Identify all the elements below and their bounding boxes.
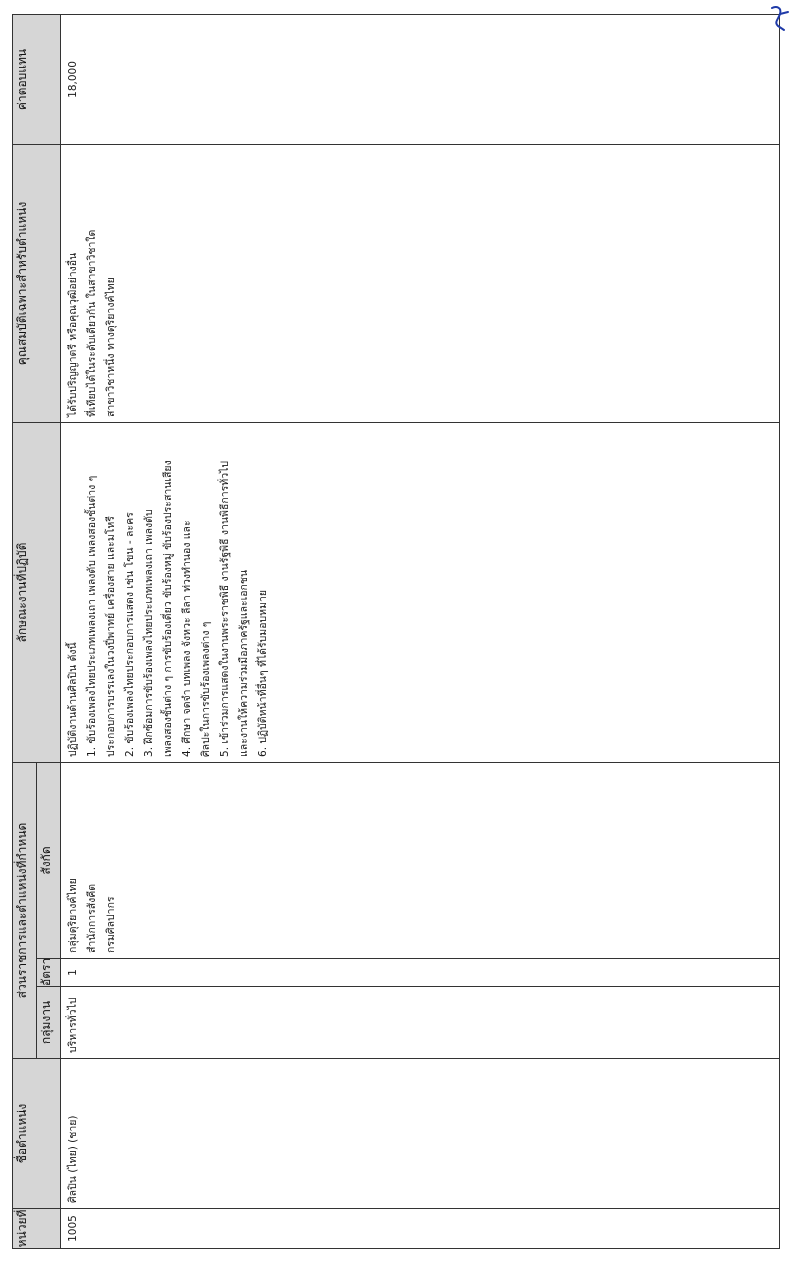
duty-line: 4. ศึกษา จดจำ บทเพลง จังหวะ ลีลา ท่วงทำนอง และ (181, 520, 193, 757)
qualification-line: ที่เทียบได้ในระดับเดียวกัน ในสาขาวิชาใด (86, 229, 98, 417)
header-compensation: ค่าตอบแทน (13, 14, 61, 144)
duty-line: 1. ขับร้องเพลงไทยประเภทเพลงเถา เพลงตับ เพลงสองชั้นต่าง ๆ (86, 475, 98, 757)
handwritten-mark-icon (768, 4, 792, 34)
header-rate: อัตรา (37, 959, 61, 987)
duty-line: และงานให้ความร่วมมือภาครัฐและเอกชน (238, 569, 250, 757)
header-duties: ลักษณะงานที่ปฏิบัติ (13, 422, 61, 762)
affiliation-line: กรมศิลปากร (105, 896, 117, 953)
position-name-cell: ศิลปิน (ไทย) (ชาย) (67, 1115, 79, 1203)
header-position-name: ชื่อตำแหน่ง (13, 1059, 61, 1209)
duty-line: 5. เข้าร่วมการแสดงในงานพระราชพิธี งานรัฐพิธี งานพิธีการทั่วไป (219, 460, 231, 757)
duties-cell (61, 423, 276, 762)
rotated-table-wrapper (12, 15, 780, 1249)
header-agency-group: ส่วนราชการและตำแหน่งที่กำหนด (13, 762, 37, 1058)
duty-line: 2. ขับร้องเพลงไทยประกอบการแสดง เช่น โขน - ละคร (124, 512, 136, 757)
position-table (12, 14, 780, 1249)
header-unit-no: หน่วยที่ (13, 1209, 61, 1249)
header-qualifications: คุณสมบัติเฉพาะสำหรับตำแหน่ง (13, 144, 61, 422)
duty-line: เพลงสองชั้นต่าง ๆ การขับร้องเดี่ยว ขับร้องหมู่ ขับร้องประสานเสียง (162, 460, 174, 757)
qualification-line: สาขาวิชาหนึ่ง ทางดุริยางค์ไทย (105, 277, 117, 417)
duty-line: ศิลปะในการขับร้องเพลงต่าง ๆ (200, 621, 212, 757)
header-job-group: กลุ่มงาน (37, 987, 61, 1059)
duty-line: ประกอบการบรรเลงในวงปี่พาทย์ เครื่องสาย และมโหรี (105, 516, 117, 757)
affiliation-line: สำนักการสังคีต (86, 883, 98, 953)
qualifications-cell (61, 145, 124, 422)
duty-line: ปฏิบัติงานด้านศิลปิน ดังนี้ (67, 642, 79, 757)
table-row (61, 14, 780, 1248)
qualification-line: ได้รับปริญญาตรี หรือคุณวุฒิอย่างอื่น (67, 252, 79, 417)
compensation-cell: 18,000 (67, 61, 79, 98)
duty-line: 6. ปฏิบัติหน้าที่อื่นๆ ที่ได้รับมอบหมาย (257, 589, 269, 757)
job-group-cell: บริหารทั่วไป (67, 997, 79, 1053)
header-affiliation: สังกัด (37, 762, 61, 958)
affiliation-line: กลุ่มดุริยางค์ไทย (67, 878, 79, 953)
unit-no-cell: 1005 (67, 1215, 79, 1242)
rate-cell: 1 (67, 969, 79, 976)
affiliation-cell (61, 763, 124, 958)
duty-line: 3. ฝึกซ้อมการขับร้องเพลงไทยประเภทเพลงเถา เพลงตับ (143, 509, 155, 757)
